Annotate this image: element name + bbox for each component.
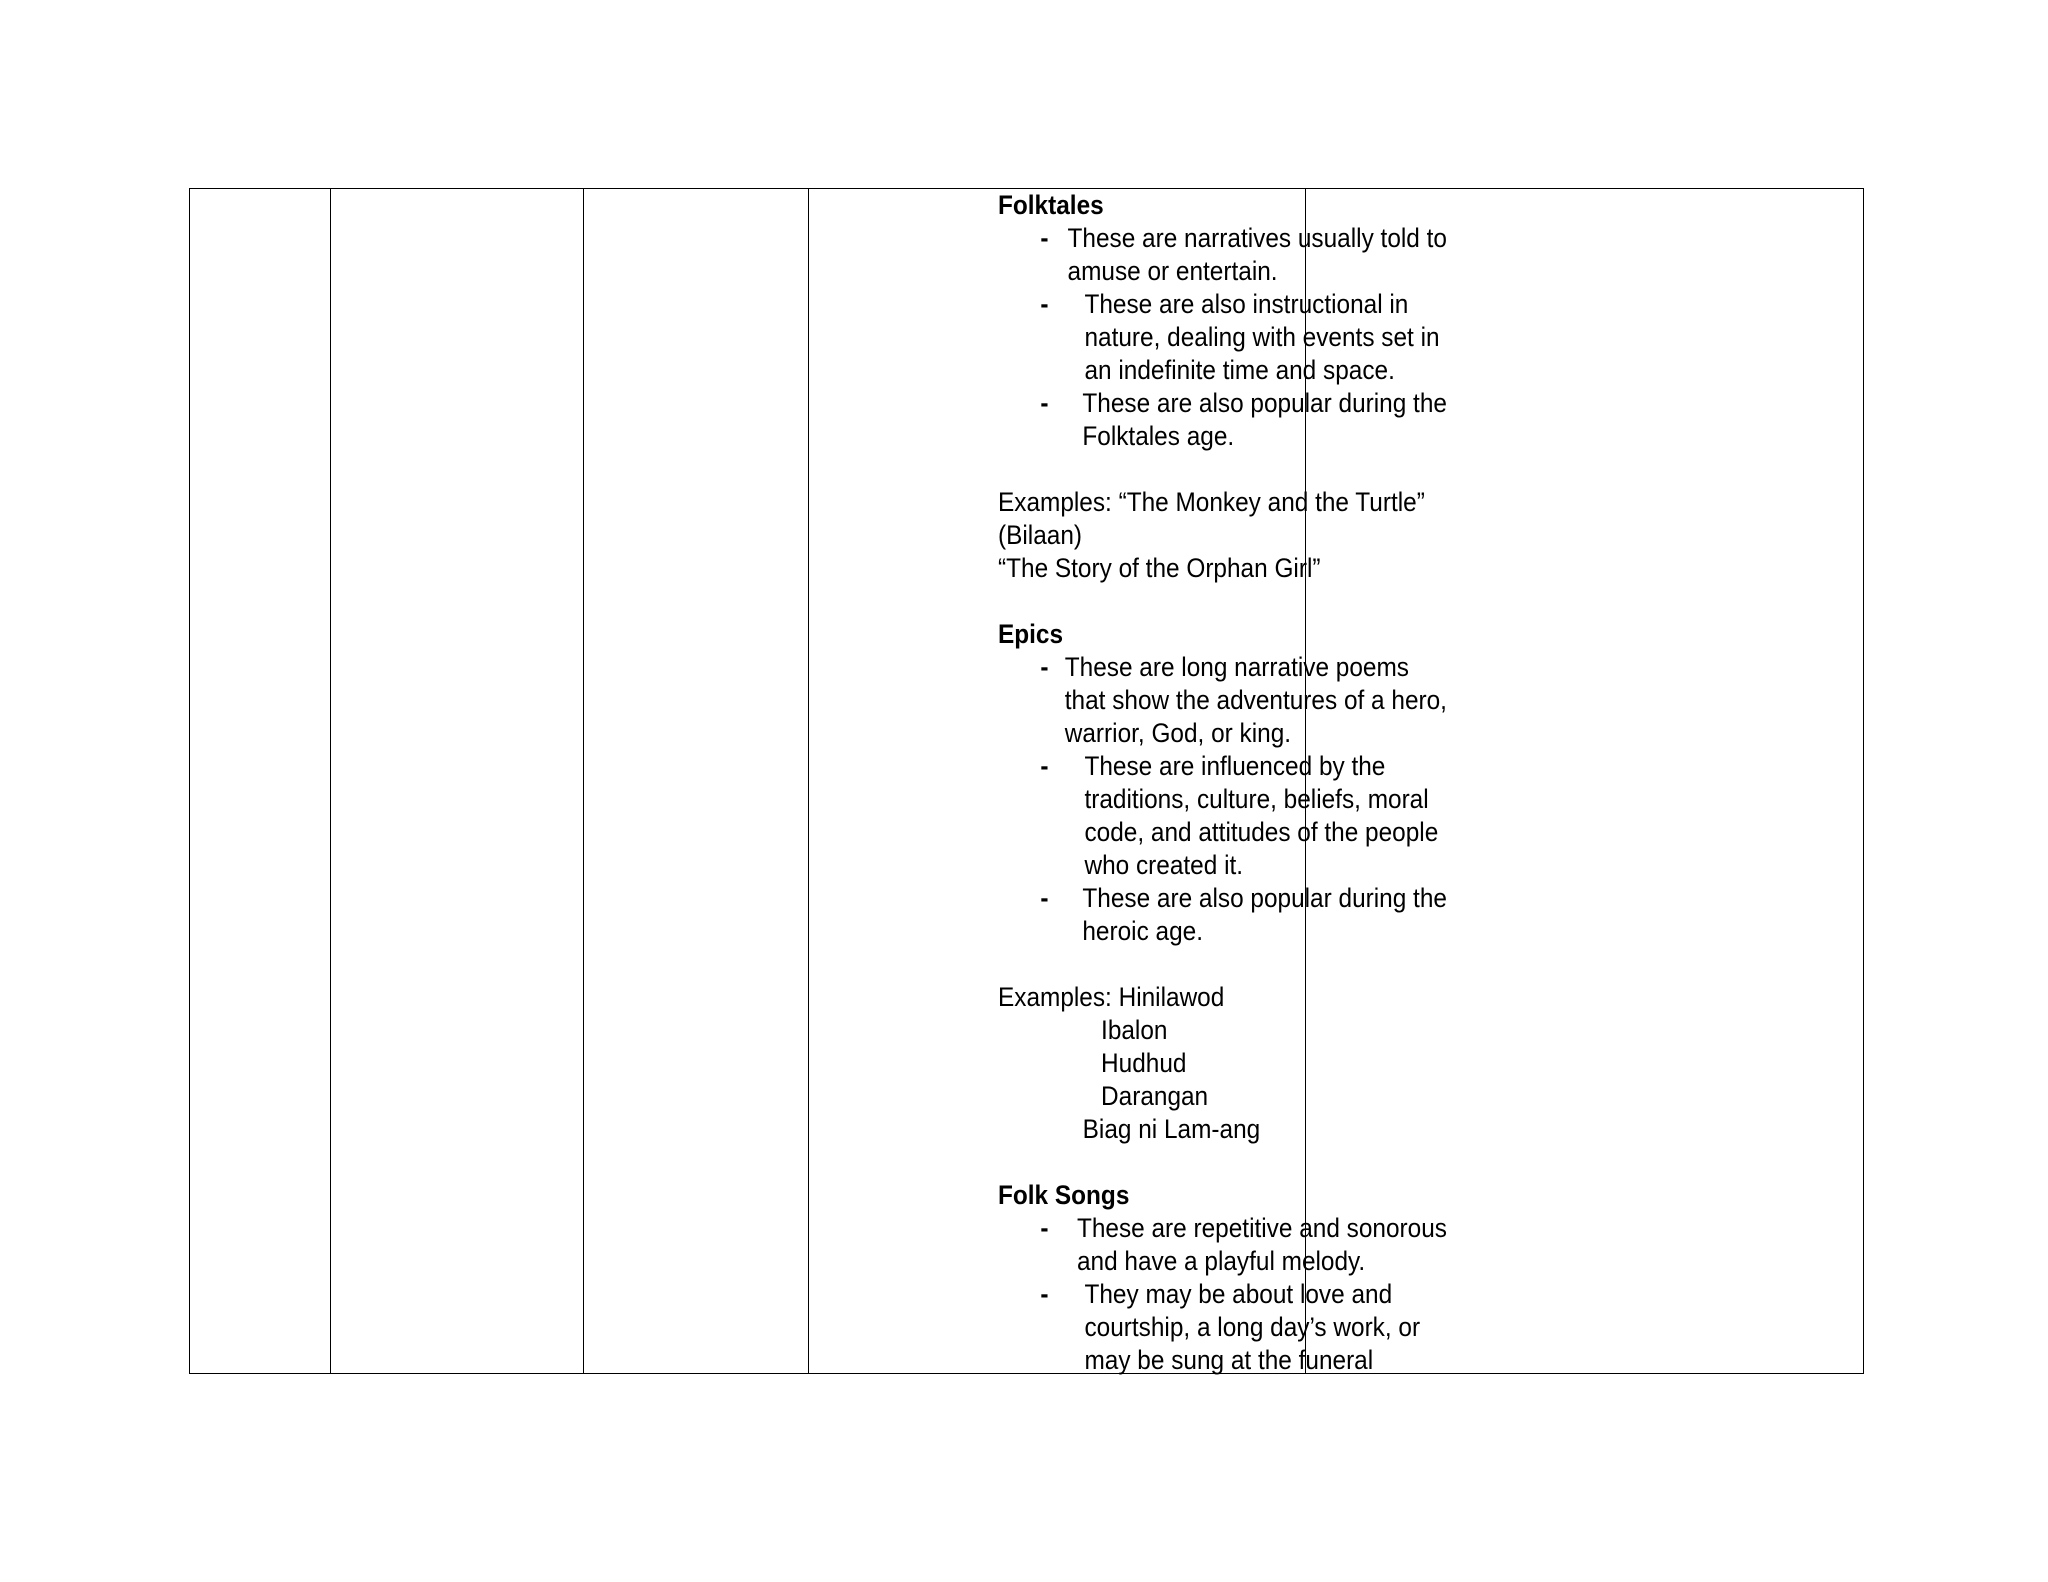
example-item: Biag ni Lam-ang: [1082, 1114, 1261, 1144]
column-divider: [583, 189, 584, 1373]
example-item: Darangan: [1101, 1081, 1209, 1111]
bullet-line: and have a playful melody.: [1076, 1246, 1366, 1276]
bullet-line: traditions, culture, beliefs, moral: [1084, 784, 1429, 814]
section-heading-epics: Epics: [998, 619, 1064, 649]
examples-line: Examples: “The Monkey and the Turtle”: [998, 487, 1425, 517]
examples-line: (Bilaan): [998, 520, 1083, 550]
bullet-item: [998, 1278, 1447, 1377]
bullet-item: [998, 222, 1447, 288]
lesson-table: [189, 188, 1864, 1374]
bullet-line: These are also popular during the: [1082, 883, 1447, 913]
column-divider: [808, 189, 809, 1373]
bullet-line: that show the adventures of a hero,: [1064, 685, 1447, 715]
bullet-item: [998, 387, 1447, 453]
bullet-item: [998, 1212, 1447, 1278]
bullet-marker: -: [1040, 652, 1049, 682]
bullet-line: who created it.: [1084, 850, 1244, 880]
bullet-marker: -: [1040, 289, 1049, 319]
bullet-line: Folktales age.: [1082, 421, 1235, 451]
example-item: Hudhud: [1101, 1048, 1187, 1078]
column-divider: [330, 189, 331, 1373]
examples-line: Examples: Hinilawod: [998, 982, 1225, 1012]
bullet-marker: -: [1040, 883, 1049, 913]
bullet-line: nature, dealing with events set in: [1084, 322, 1440, 352]
bullet-line: These are narratives usually told to: [1067, 223, 1447, 253]
bullet-line: courtship, a long day’s work, or: [1084, 1312, 1421, 1342]
bullet-line: These are also instructional in: [1084, 289, 1409, 319]
bullet-item: [998, 882, 1447, 948]
content-cell: [998, 189, 1447, 1377]
bullet-line: These are long narrative poems: [1064, 652, 1409, 682]
examples-line: “The Story of the Orphan Girl”: [998, 553, 1321, 583]
bullet-marker: -: [1040, 1213, 1049, 1243]
bullet-line: warrior, God, or king.: [1064, 718, 1292, 748]
bullet-line: They may be about love and: [1084, 1279, 1393, 1309]
bullet-line: may be sung at the funeral: [1084, 1345, 1374, 1375]
bullet-line: an indefinite time and space.: [1084, 355, 1395, 385]
example-item: Ibalon: [1101, 1015, 1168, 1045]
bullet-marker: -: [1040, 1279, 1049, 1309]
bullet-line: These are also popular during the: [1082, 388, 1447, 418]
bullet-line: heroic age.: [1082, 916, 1204, 946]
bullet-marker: -: [1040, 751, 1049, 781]
bullet-marker: -: [1040, 388, 1049, 418]
bullet-marker: -: [1040, 223, 1049, 253]
bullet-item: [998, 651, 1447, 750]
bullet-item: [998, 750, 1447, 882]
bullet-line: amuse or entertain.: [1067, 256, 1278, 286]
bullet-line: These are influenced by the: [1084, 751, 1386, 781]
bullet-item: [998, 288, 1447, 387]
section-heading-folk-songs: Folk Songs: [998, 1180, 1130, 1210]
section-heading-folktales: Folktales: [998, 190, 1104, 220]
bullet-line: code, and attitudes of the people: [1084, 817, 1439, 847]
bullet-line: These are repetitive and sonorous: [1076, 1213, 1447, 1243]
